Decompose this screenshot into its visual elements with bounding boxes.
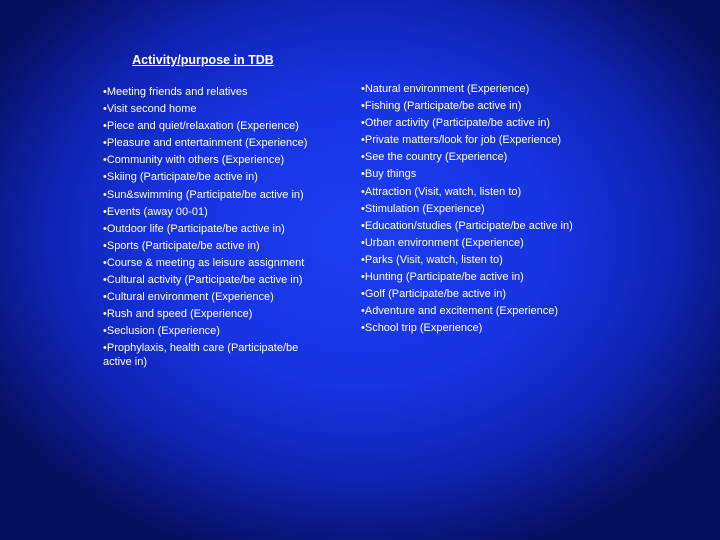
list-item: •Cultural activity (Participate/be active in) bbox=[103, 274, 303, 287]
list-item: •Rush and speed (Experience) bbox=[103, 308, 253, 321]
list-item: •Meeting friends and relatives bbox=[103, 86, 248, 98]
list-item: •Course & meeting as leisure assignment bbox=[103, 256, 305, 269]
list-item: •Skiing (Participate/be active in) bbox=[103, 171, 258, 184]
list-item: •Stimulation (Experience) bbox=[361, 202, 485, 215]
list-item: •School trip (Experience) bbox=[361, 322, 483, 335]
list-item: •See the country (Experience) bbox=[361, 151, 508, 164]
list-item: •Visit second home bbox=[103, 103, 197, 116]
list-item: •Golf (Participate/be active in) bbox=[361, 288, 507, 301]
list-item: •Private matters/look for job (Experience) bbox=[361, 134, 562, 147]
list-item: •Parks (Visit, watch, listen to) bbox=[361, 253, 503, 266]
list-item: •Cultural environment (Experience) bbox=[103, 291, 274, 304]
right-bullet-list bbox=[361, 83, 583, 339]
list-item: •Events (away 00-01) bbox=[103, 205, 208, 218]
list-item: •Community with others (Experience) bbox=[103, 154, 285, 167]
list-item: •Hunting (Participate/be active in) bbox=[361, 271, 524, 284]
list-item: •Fishing (Participate/be active in) bbox=[361, 100, 522, 113]
list-item: •Urban environment (Experience) bbox=[361, 236, 524, 249]
list-item: •Attraction (Visit, watch, listen to) bbox=[361, 185, 522, 198]
list-item: •Prophylaxis, health care (Participate/be active in) bbox=[103, 342, 299, 368]
left-bullet-list bbox=[103, 86, 315, 373]
list-item: •Buy things bbox=[361, 168, 417, 181]
list-item: •Natural environment (Experience) bbox=[361, 83, 530, 95]
list-item: •Education/studies (Participate/be active in) bbox=[361, 219, 573, 232]
slide-title: Activity/purpose in TDB bbox=[132, 53, 274, 67]
list-item: •Seclusion (Experience) bbox=[103, 325, 220, 338]
list-item: •Outdoor life (Participate/be active in) bbox=[103, 222, 285, 235]
list-item: •Sports (Participate/be active in) bbox=[103, 239, 260, 252]
list-item: •Piece and quiet/relaxation (Experience) bbox=[103, 120, 299, 133]
list-item: •Adventure and excitement (Experience) bbox=[361, 305, 559, 318]
list-item: •Other activity (Participate/be active in) bbox=[361, 117, 551, 130]
list-item: •Pleasure and entertainment (Experience) bbox=[103, 137, 308, 150]
list-item: •Sun&swimming (Participate/be active in) bbox=[103, 188, 304, 201]
